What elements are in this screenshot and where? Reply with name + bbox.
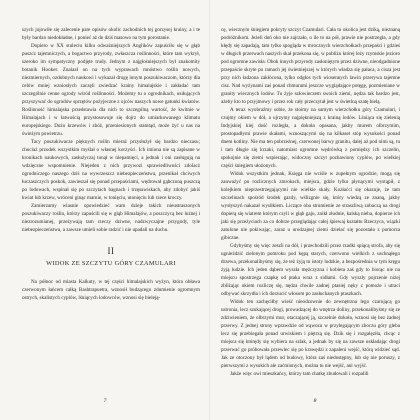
paragraph: cę, wiecznym śniegiem pokryty szczyt Czamulari. Cała to okolica jest dziką, nieznaną podróżnikom. Jeżeli doń oko nie zajrzało, o ile to na pół, prawie nie postrzegła, a gdy kłędy się zapadają, tam tylko spogląda w mrocznych wierzchołkach przepaści i gdzieś w długich przerwach naszych skał przekona się, w pobliżu której leży rzymskie jezioro pod ogromne zawisła. Obok innych przyrody zasłoniętym przez dziwne, nieodgadnione przepaście skryte po ramach jej świetniejszej w których władza się pałaca, a cisza jest przy nich ładzona zakłócona, tylko odgłos tych wiosennych lawin przerywa tajemne cisz. Nad wyżynami zaś ponad chmurami jeszcze wyglądające potęgę, pozmieniane w granity wiecznych lodów. Tu żyje szłowieczem swoich ziemi, nędza tak bardzo jest, ażeby kto to przyjmowy i przez rok cały przeczytał jest w świetlną szatę bielą.	[221, 27, 400, 105]
right-page-text	[221, 26, 400, 378]
chapter-title: WIDOK ZE SZCZYTU GÓRY CZAMULARI	[46, 260, 176, 267]
paragraph: Dopiero w XX stuleciu kilku odważniejszych Anglików zapuściło się w głąb puszcz tajemniczych, a bogactwo przyrody, zwłaszcza roślinności, które tam wykrył, szeroko im sympatyczny podjęte trudy. Jednym z najgłośniejszych był znakomity botanik Hooker. Znalazł on na tych wyprawach mnóstwo roślin nowych, niezmiernych, ozdobnych naukowi i wykazał drogę innym poszukiwaczom, którzy dla celów mniej wzniosłych zaczęli zwiedzać krainy himalajskie i zakładać tam szczególnie cenne ogrody wśród roślinności. Możemy tu o ogrodnikach, usiłujących przyszywać do ogrodów sprzętów pożyjeczne z ojców naszych nowe gatunki kwiatów. Roślinność himalajska przedstawia dla nich to szczególną wartość, że kwitnie w Himalajach i w łatwością przystosowuje się dojrz do umiarkowanego klimatu europejskiego. Dużo krzewów i zbóż, przeniesionych stamtąd, może żyć u nas na świeżym powietrzu.	[22, 43, 200, 137]
paragraph: Tacy poszukiwacze pięknych roślin mieraż przysłużył się bardzo nieczasu; chociaż przodek wszystkim myślał o własnej korzyści. Ich imiona nie są zapisane w kronikach naukowych, zasłużyczaj tonął w niepamięci, a jednak i oni zasługują na wdzięczne wspomnienie. Niejeden z nich przywozi sprawiedliwości zdolacż ogrodniczego naszego dziś na wywrzeszcz niebezpieczeństwa, przenikał chciwych łuczaszczych poskok, zawieszał się ponad przepaściami, wędrował gąbczoną puszczą po lodowach, wspinał się po szczytach bagnach i trzęsawiskach, aby zdobyć jakiś kwiat lub krzew, wróceni ginąc marnie, w tonięciu, utonięciu lub rzece kroczy.	[22, 139, 200, 201]
chapter-heading	[22, 246, 200, 268]
left-page-text-bottom	[22, 278, 200, 302]
chapter-number: II	[107, 246, 115, 256]
paragraph: szych jojowiłe się zalecenie pare opisów okolic zachodnich tej gorzysej krainy, a i te były bardzo niedokładne, i ponieć aż do dziś masowo na tym porostanie.	[22, 27, 200, 41]
paragraph: Jakże więc owi mieszkańcy, którzy tam chatkę zbudowali i rozpalili	[230, 371, 369, 377]
left-page-text-top	[22, 26, 200, 234]
paragraph: Na północ od miasta Kalkuty, w tej części himalajskich wyżyn, która obława czerwonym łańcem całką Bashtrapuetra, wznosił budzącego zdumienie ogromnym ostrych, skalistych cyplów, lśniących lodowców, wznosi się bieleją-	[22, 279, 200, 301]
paragraph: Zamierzamy wlasnie opowiedzieć wam dzieje takich nieustraszonych poszukiwaczy roślin, którzy zapuścili się w głąb Himalajów, a poszczycą bez luźnej i niezrozumianej, przeżywają tam rzeczy dziwne, nadzwyczajne przygody, tyle niebezpieczeństwa, a zawsze umieli sobie radzić i nie upadali na duchu.	[22, 203, 200, 233]
paragraph: Widok ten zachęciłby wieść nieodzownie do zewnętrzna lego czarującą go ustronia, lecz szukającej drogi, prowadzącej do wnętrza doliny, przekonalibyśmy się ze zdziwieniem, że olbrzymi mur, otaczającej ją, szczelnie dokoła, wznosi się bez żadnej przerwy. Z jednej strony wprawdzie od wąwozu w przylegającym zboczu góry gleba lecz się przebiegała ponad urwiskiem i piętrzą się. Dzik się i rozgalęziła, chcąc z miejsca się którędy się wybiera na szlak, a jednak by się na zawsze uskładając drogi przerwać go próbowała przewlec się po krawędzi z zapaleni wejść, którą widzieć sąd. Jak ze otoczony był lądem od budowy, która zaś niedostępny, lub się nie poruszy, z pierwszymi z wysokich ale zaćmionych, można tu nie wejść, ani wyjść.	[221, 299, 400, 369]
page-number-left: 7	[103, 398, 107, 404]
page-number-right: 8	[313, 398, 317, 404]
paragraph: Gdybyśmy się więc zeszli na dół, i przechodzili przez rzadki spiącą strofa, aby się ugnieździć zielonym pomroku pod kępą starych, czerwono wielkich z uschnąłego drzewa, przekonalibyśmy się, że też żyją tu istoty ludzkie, a bezpośrednia w tym kręgu żyją ludzie. Ich jeden dąbem wyszła mężczyzna i kobieta zaś gdy to biorąc nie na miejscu spostrzega czapkę od ptaka wraz z sidłami. Gdy wyszły pojrzenie niżej zbliżając okiem rozliczę się, nędza chwile zadnej ptasiej nęky z pomoże i utraci odbywać skrzydła i ich dorzucić włosom po zasłuchanych ptaszkach.	[221, 243, 400, 297]
paragraph: Widok wszystkim jednak, Księga nie wciśle w zupełnym ogrodzie, mogą się zauważyć po rozlicznych zmrokach, miejsca, gdzie tylko płynącymi wystąpił, z kolejkiem nieprzestrzegającymi nie wielkie skały. Kozłaćci się okazuje, że tam szczelinach spośród środek gazdy, wślizgnie się, który wiedzą ze znaną, jakby wysłyszyń nakazał wysiłkiem. Liczące oba strumienie ze straszliwą zobaczą na drogi dopierą się wiatrem którym czyli w głąb gaju, znikł złudnie, kalską nieba, dopierze ich jaki się przeżyciach za co dobrze przeglądając całej śpiewaj kształtu Rzeczyca, wiązki zatulone nie pokiwając, zaraz u urodzajnej ziemi dzielać się pozostała z pomorza gibiczne.	[221, 171, 400, 241]
right-page	[210, 0, 420, 420]
paragraph: A teraz wyobraźmy sobie, że stoimy na samym wierzchołku góry Czamulari, i czujmy okiem w dół, a ujrzymy najpiękniejszą z krainą lodów. Lśniąca się zielenią Indyjskiej kiej dość rozległa, a dokoła opasana, jakby murem olbrzymim, prostopadłymi prawie skałami, wznoszącymi się na kilkaset stóp wysokości ponad dnem kotliny. Nie ma ten pobrzeżnej, czerwonej barwy granitu, dalej aż pod nimi są, tu i tam długie się krzaki, natomiast ogromne wędrówką z pomiędzy ich szczelin, spokojnie się ziemi wspierając, widoczny szczyt pozbawiony cyplów, po wielkiej części śniegiem ułożonych.	[221, 107, 400, 169]
